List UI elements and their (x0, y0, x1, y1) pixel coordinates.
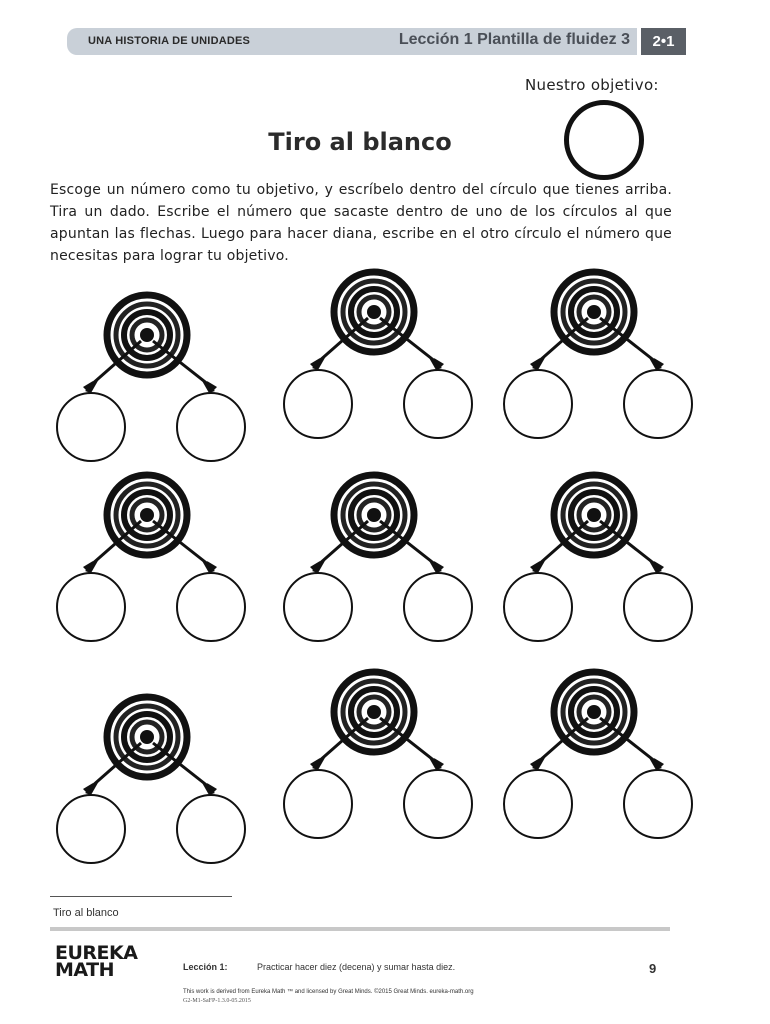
page-title: Tiro al blanco (268, 128, 452, 156)
target-7[interactable] (57, 697, 245, 863)
footnote: Tiro al blanco (53, 907, 119, 919)
target-9[interactable] (504, 672, 692, 838)
goal-label: Nuestro objetivo: (525, 76, 659, 94)
target-6[interactable] (504, 475, 692, 641)
grade-badge: 2•1 (641, 28, 686, 55)
footer-divider (50, 927, 670, 931)
target-8[interactable] (284, 672, 472, 838)
logo-line-1: EUREKA (55, 942, 138, 964)
target-5[interactable] (284, 475, 472, 641)
footnote-divider (50, 896, 232, 897)
document-code: G2-M1-SaFP-1.3.0-05.2015 (183, 998, 251, 1004)
target-1[interactable] (57, 295, 245, 461)
footer-lesson-description: Practicar hacer diez (decena) y sumar hasta diez. (257, 962, 456, 972)
lesson-label: Lección 1 Plantilla de fluidez 3 (398, 31, 630, 48)
eureka-math-logo (55, 942, 138, 981)
footer-lesson-label: Lección 1: (183, 962, 228, 972)
logo-line-2: MATH (55, 959, 114, 981)
copyright-notice: This work is derived from Eureka Math ™ and licensed by Great Minds. ©2015 Great Minds. eureka-math.org (183, 989, 474, 995)
page-number: 9 (649, 961, 657, 976)
target-3[interactable] (504, 272, 692, 438)
target-2[interactable] (284, 272, 472, 438)
target-4[interactable] (57, 475, 245, 641)
instructions: Escoge un número como tu objetivo, y escríbelo dentro del círculo que tienes arriba. Tira un dado. Escribe el número que sacaste dentro de uno de los círculos al que apuntan las flechas. Luego para hacer diana, escribe en el otro círculo el número que necesitas para lograr tu objetivo. (50, 182, 672, 264)
module-label: UNA HISTORIA DE UNIDADES (88, 35, 251, 47)
